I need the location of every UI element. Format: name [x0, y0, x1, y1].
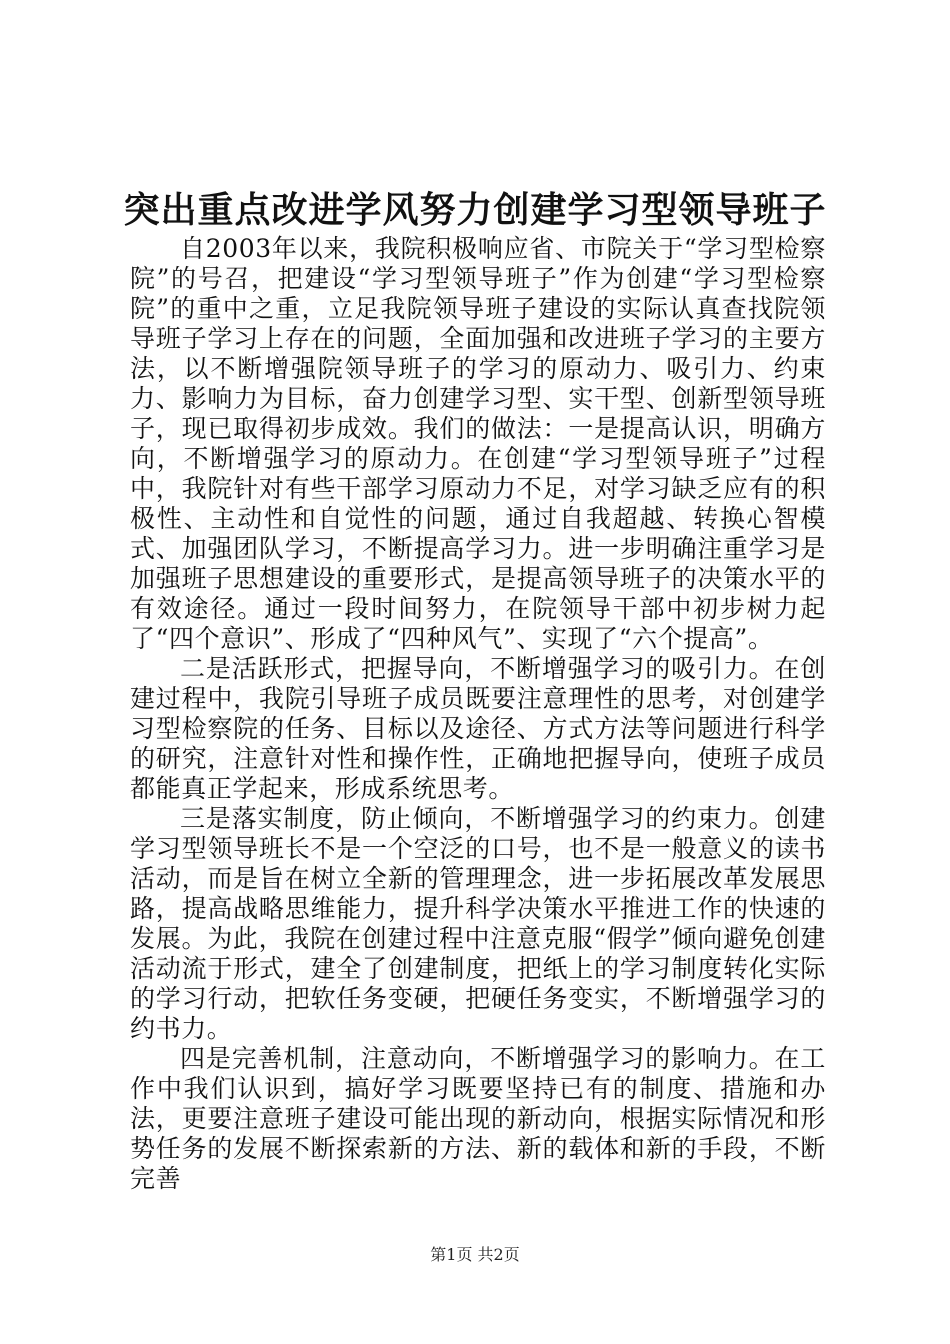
- document-body: [130, 234, 826, 1194]
- paragraph-1: 自2003年以来，我院积极响应省、市院关于“学习型检察院”的号召，把建设“学习型领导班子”作为创建“学习型检察院”的重中之重，立足我院领导班子建设的实际认真查找院领导班子学习上存在的问题，全面加强和改进班子学习的主要方法，以不断增强院领导班子的学习的原动力、吸引力、约束力、影响力为目标，奋力创建学习型、实干型、创新型领导班子，现已取得初步成效。我们的做法：一是提高认识，明确方向，不断增强学习的原动力。在创建“学习型领导班子”过程中，我院针对有些干部学习原动力不足，对学习缺乏应有的积极性、主动性和自觉性的问题，通过自我超越、转换心智模式、加强团队学习，不断提高学习力。进一步明确注重学习是加强班子思想建设的重要形式，是提高领导班子的决策水平的有效途径。通过一段时间努力，在院领导干部中初步树力起了“四个意识”、形成了“四种风气”、实现了“六个提高”。: [130, 234, 826, 653]
- document-title: 突出重点改进学风努力创建学习型领导班子: [123, 189, 827, 231]
- page-number-footer: 第1页 共2页: [430, 1245, 520, 1264]
- paragraph-4: 四是完善机制，注意动向，不断增强学习的影响力。在工作中我们认识到，搞好学习既要坚持已有的制度、措施和办法，更要注意班子建设可能出现的新动向，根据实际情况和形势任务的发展不断探索新的方法、新的载体和新的手段，不断完善: [130, 1044, 826, 1193]
- paragraph-2: 二是活跃形式，把握导向，不断增强学习的吸引力。在创建过程中，我院引导班子成员既要注意理性的思考，对创建学习型检察院的任务、目标以及途径、方式方法等问题进行科学的研究，注意针对性和操作性，正确地把握导向，使班子成员都能真正学起来，形成系统思考。: [130, 654, 826, 803]
- paragraph-3: 三是落实制度，防止倾向，不断增强学习的约束力。创建学习型领导班长不是一个空泛的口号，也不是一般意义的读书活动，而是旨在树立全新的管理理念，进一步拓展改革发展思路，提高战略思维能力，提升科学决策水平推进工作的快速的发展。为此，我院在创建过程中注意克服“假学”倾向避免创建活动流于形式，建全了创建制度，把纸上的学习制度转化实际的学习行动，把软任务变硬，把硬任务变实，不断增强学习的约书力。: [130, 804, 826, 1043]
